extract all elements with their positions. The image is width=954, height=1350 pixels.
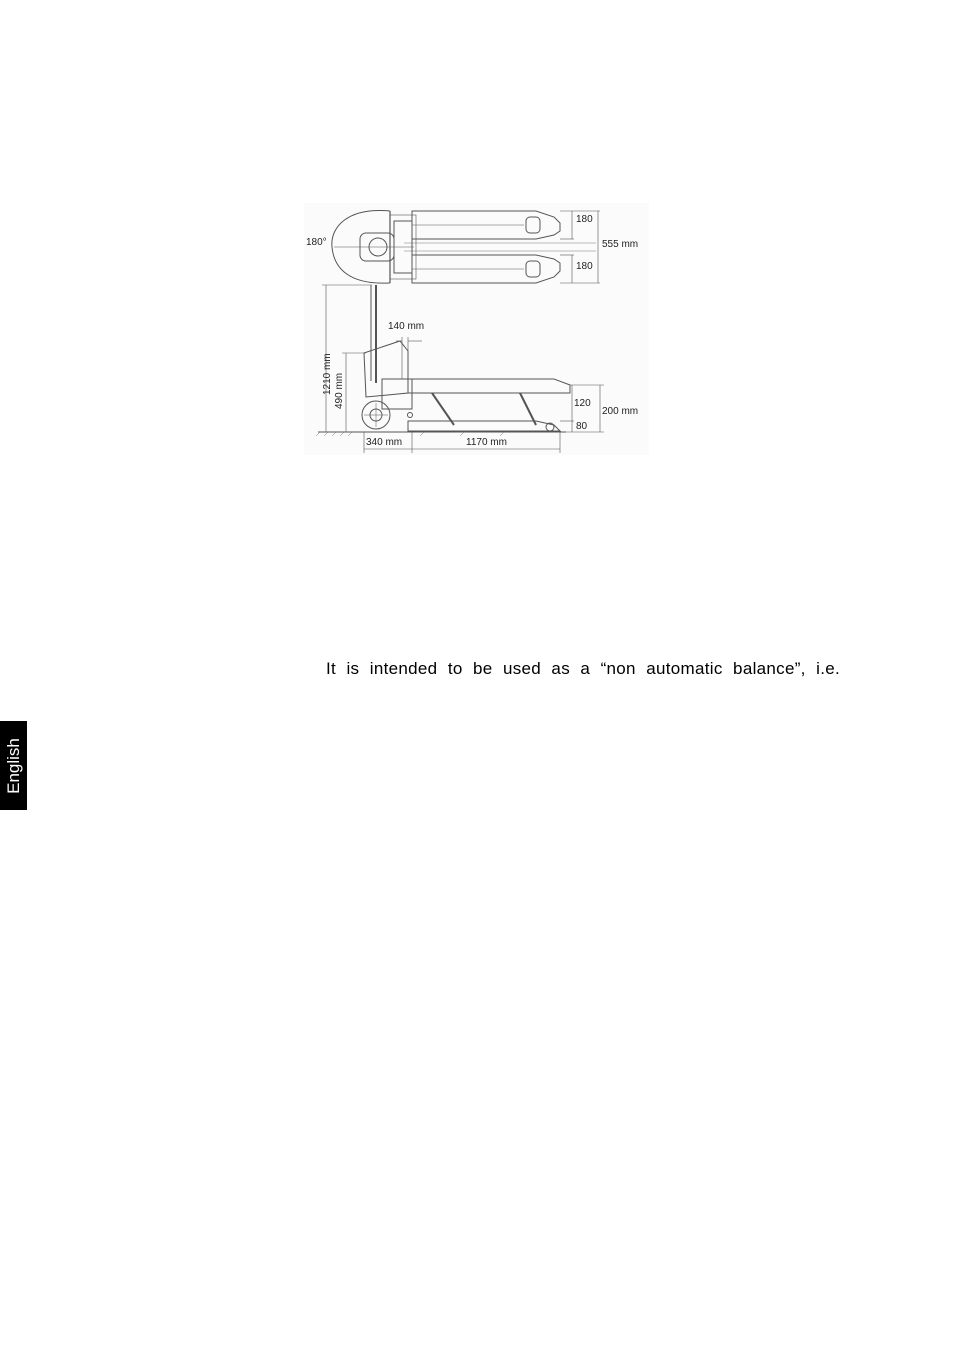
overall-width-label: 555 mm [602, 239, 639, 250]
dimension-drawing-svg [304, 203, 649, 455]
handle-height-label: 490 mm [334, 372, 345, 409]
lifted-height-label: 200 mm [602, 406, 639, 417]
platform-height-label: 120 [574, 398, 591, 409]
total-height-label: 1210 mm [322, 353, 333, 395]
ground-clearance-label: 80 [576, 421, 588, 432]
pallet-truck-dimension-drawing [304, 203, 649, 455]
fork-width-bottom-label: 180 [576, 261, 593, 272]
rotation-label: 180° [306, 237, 327, 248]
fork-width-top-label: 180 [576, 214, 593, 225]
body-paragraph: It is intended to be used as a “non automatic balance”, i.e. [326, 659, 840, 678]
offset-label: 140 mm [388, 321, 425, 332]
raised-platform [408, 379, 570, 393]
language-tab-label: English [3, 737, 23, 794]
fork-length-label: 1170 mm [466, 437, 507, 448]
language-tab [0, 721, 27, 810]
handle-length-label: 340 mm [366, 437, 403, 448]
